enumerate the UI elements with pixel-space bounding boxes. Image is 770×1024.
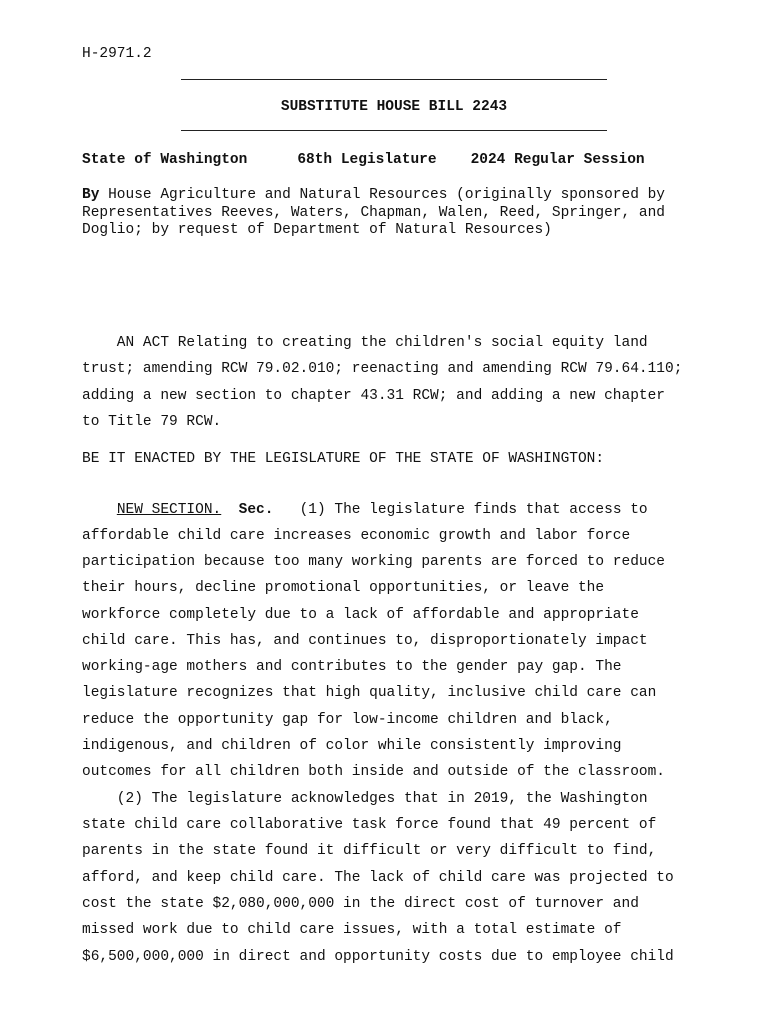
act-line: adding a new section to chapter 43.31 RCW; and adding a new chapter: [82, 388, 665, 404]
section-first-line: [82, 502, 648, 518]
section-line: workforce completely due to a lack of affordable and appropriate: [82, 607, 639, 623]
section-line: their hours, decline promotional opportunities, or leave the: [82, 580, 605, 596]
title-rule-bottom: [181, 130, 607, 131]
new-section-label: NEW SECTION.: [116, 502, 222, 518]
act-line: AN ACT Relating to creating the children's social equity land: [82, 335, 648, 351]
section-line: parents in the state found it difficult or very difficult to find,: [82, 843, 657, 859]
section-line: missed work due to child care issues, with a total estimate of: [82, 922, 622, 938]
sponsor-paragraph: [82, 187, 712, 240]
section-line: cost the state $2,080,000,000 in the direct cost of turnover and: [82, 896, 639, 912]
state-name: State of Washington: [82, 152, 248, 168]
section-line: indigenous, and children of color while consistently improving: [82, 738, 622, 754]
act-line: to Title 79 RCW.: [82, 414, 222, 430]
section-line: child care. This has, and continues to, disproportionately impact: [82, 633, 648, 649]
section-line: legislature recognizes that high quality, inclusive child care can: [82, 685, 657, 701]
document-id: H-2971.2: [82, 46, 152, 62]
session-line: [82, 152, 645, 168]
enacting-clause: BE IT ENACTED BY THE LEGISLATURE OF THE STATE OF WASHINGTON:: [82, 451, 605, 467]
act-line: trust; amending RCW 79.02.010; reenacting and amending RCW 79.64.110;: [82, 361, 683, 377]
section-line: $6,500,000,000 in direct and opportunity costs due to employee child: [82, 949, 674, 965]
section-line: afford, and keep child care. The lack of child care was projected to: [82, 870, 674, 886]
section-line: participation because too many working parents are forced to reduce: [82, 554, 665, 570]
bill-title: SUBSTITUTE HOUSE BILL 2243: [280, 99, 508, 115]
session-name: 2024 Regular Session: [470, 152, 645, 168]
legislature-number: 68th Legislature: [297, 152, 437, 168]
section-line: outcomes for all children both inside and outside of the classroom.: [82, 764, 665, 780]
section-line: reduce the opportunity gap for low-income children and black,: [82, 712, 613, 728]
section-line: (2) The legislature acknowledges that in 2019, the Washington: [82, 791, 648, 807]
section-line: affordable child care increases economic growth and labor force: [82, 528, 631, 544]
by-label: By: [82, 187, 100, 203]
section-line: working-age mothers and contributes to the gender pay gap. The: [82, 659, 622, 675]
title-rule-top: [181, 79, 607, 80]
sponsor-text: House Agriculture and Natural Resources (originally sponsored by Representatives Reeves, Waters, Chapman, Walen, Reed, Springer, and Doglio; by request of Department of Natural Resources): [82, 187, 665, 238]
section-line: state child care collaborative task force found that 49 percent of: [82, 817, 657, 833]
sec-label: Sec.: [238, 502, 274, 518]
section-first-line-text: (1) The legislature finds that access to: [299, 502, 648, 518]
